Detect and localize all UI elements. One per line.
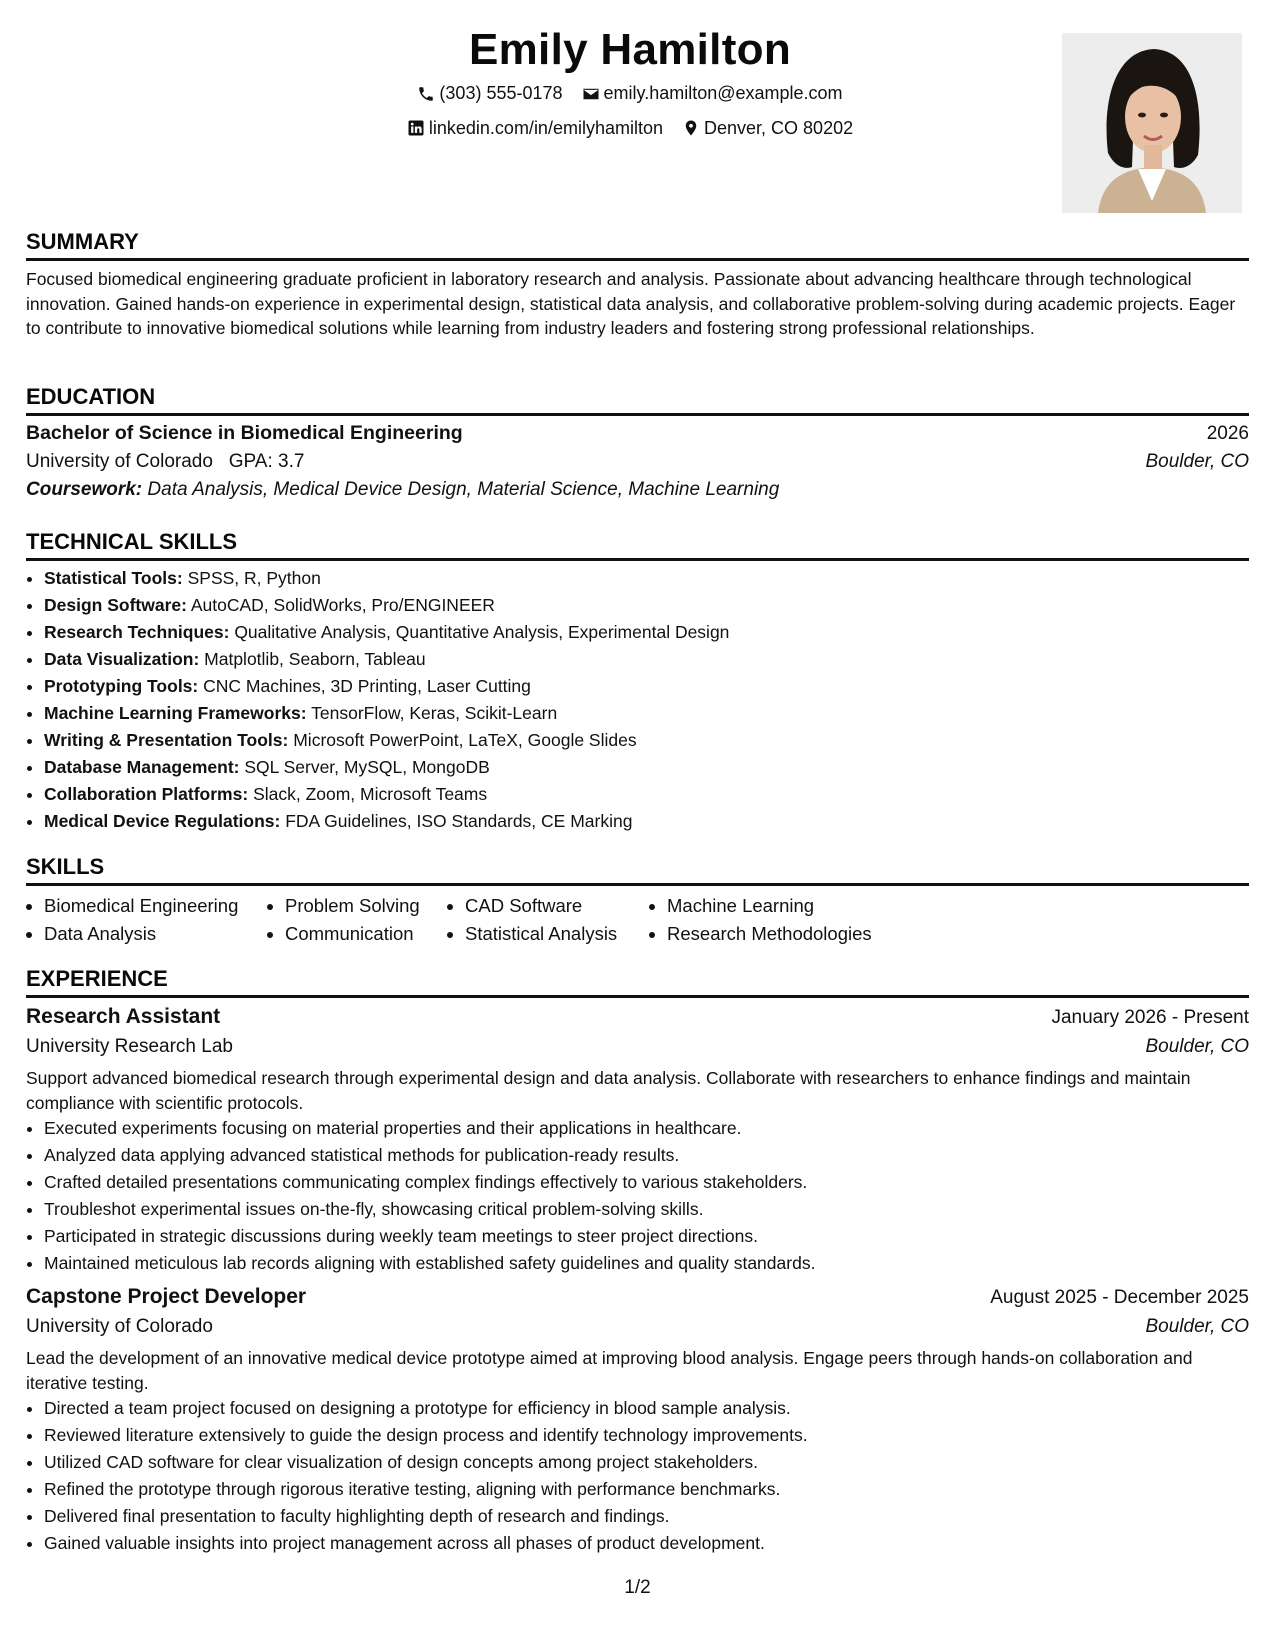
list-item xyxy=(44,808,1249,835)
skill-values: TensorFlow, Keras, Scikit-Learn xyxy=(311,703,558,723)
list-item: • CAD Software xyxy=(465,892,649,920)
list-item: • Utilized CAD software for clear visualization of design concepts among project stakeholders. xyxy=(44,1449,1249,1476)
list-item: • Problem Solving xyxy=(285,892,447,920)
list-item: • Reviewed literature extensively to guide the design process and identify technology improvements. xyxy=(44,1422,1249,1449)
list-item: • Participated in strategic discussions during weekly team meetings to steer project directions. xyxy=(44,1223,1249,1250)
job-org-row xyxy=(26,1316,1249,1338)
skills-column xyxy=(447,892,649,948)
job-dates: August 2025 - December 2025 xyxy=(990,1287,1249,1308)
list-item xyxy=(44,565,1249,592)
school-location: Boulder, CO xyxy=(1145,451,1249,472)
skill-values: Qualitative Analysis, Quantitative Analysis, Experimental Design xyxy=(234,622,730,642)
linkedin-contact[interactable] xyxy=(407,113,663,144)
section-divider xyxy=(26,558,1249,561)
job-dates: January 2026 - Present xyxy=(1051,1007,1249,1028)
job-entry xyxy=(26,1005,1249,1277)
summary-text: Focused biomedical engineering graduate proficient in laboratory research and analysis. Passionate about advancing healthcare through technological innovation. Gained hands-on experience in experimental design, statistical data analysis, and collaborative problem-solving during academic projects. Eager to contribute to innovative biomedical solutions while learning from industry leaders and fostering strong professional relationships. xyxy=(26,269,1236,338)
list-item: • Gained valuable insights into project management across all phases of product development. xyxy=(44,1530,1249,1557)
job-organization: University of Colorado xyxy=(26,1316,213,1337)
section-title-summary: SUMMARY xyxy=(26,229,139,254)
skill-values: SQL Server, MySQL, MongoDB xyxy=(244,757,490,777)
list-item xyxy=(44,619,1249,646)
skill-category: Database Management: xyxy=(44,757,240,777)
skill-category: Research Techniques: xyxy=(44,622,230,642)
skills-column xyxy=(267,892,447,948)
skills-section xyxy=(26,853,1249,948)
skill-values: Slack, Zoom, Microsoft Teams xyxy=(253,784,488,804)
gpa: GPA: 3.7 xyxy=(228,451,305,472)
list-item xyxy=(44,727,1249,754)
list-item: • Maintained meticulous lab records aligning with established safety guidelines and quality standards. xyxy=(44,1250,1249,1277)
section-divider xyxy=(26,258,1249,261)
portrait-image xyxy=(1062,33,1242,213)
section-title-skills: SKILLS xyxy=(26,854,105,879)
job-title: Research Assistant xyxy=(26,1005,221,1028)
skills-grid xyxy=(26,892,1249,948)
school-row xyxy=(26,451,1249,473)
linkedin-icon xyxy=(407,119,425,137)
job-bullets xyxy=(26,1395,1249,1557)
location-contact xyxy=(682,113,853,144)
list-item: • Data Analysis xyxy=(44,920,267,948)
graduation-year: 2026 xyxy=(1206,423,1249,444)
skills-column xyxy=(649,892,927,948)
school-name: University of Colorado xyxy=(26,451,213,472)
list-item xyxy=(44,646,1249,673)
job-description: Lead the development of an innovative medical device prototype aimed at improving blood analysis. Engage peers through hands-on collaboration and iterative testing. xyxy=(26,1348,1193,1393)
linkedin-url[interactable]: linkedin.com/in/emilyhamilton xyxy=(428,117,663,138)
list-item: • Delivered final presentation to faculty highlighting depth of research and findings. xyxy=(44,1503,1249,1530)
education-section xyxy=(26,383,1249,501)
job-bullets xyxy=(26,1115,1249,1277)
section-title-education: EDUCATION xyxy=(26,384,156,409)
job-org-row xyxy=(26,1036,1249,1058)
list-item: • Executed experiments focusing on material properties and their applications in healthcare. xyxy=(44,1115,1249,1142)
skill-category: Statistical Tools: xyxy=(44,568,183,588)
job-description: Support advanced biomedical research through experimental design and data analysis. Collaborate with researchers to enhance findings and maintain compliance with scientific protocols. xyxy=(26,1068,1191,1113)
location-text: Denver, CO 80202 xyxy=(704,117,854,138)
experience-section xyxy=(26,965,1249,1557)
coursework-label: Coursework: xyxy=(26,479,143,500)
summary-section xyxy=(26,228,1249,341)
phone-contact xyxy=(417,78,562,109)
degree-row xyxy=(26,422,1249,445)
job-header-row xyxy=(26,1285,1249,1309)
job-location: Boulder, CO xyxy=(1145,1316,1249,1337)
degree-title: Bachelor of Science in Biomedical Engineering xyxy=(26,422,463,444)
list-item: • Crafted detailed presentations communicating complex findings effectively to various stakeholders. xyxy=(44,1169,1249,1196)
list-item xyxy=(44,592,1249,619)
email-address[interactable]: emily.hamilton@example.com xyxy=(603,83,843,103)
phone-icon xyxy=(417,85,435,103)
skill-category: Writing & Presentation Tools: xyxy=(44,730,289,750)
list-item: • Communication xyxy=(285,920,447,948)
skill-category: Machine Learning Frameworks: xyxy=(44,703,307,723)
envelope-icon xyxy=(582,85,600,103)
email-contact[interactable] xyxy=(582,78,843,109)
job-location: Boulder, CO xyxy=(1145,1036,1249,1057)
section-divider xyxy=(26,883,1249,886)
skill-values: CNC Machines, 3D Printing, Laser Cutting xyxy=(203,676,531,696)
skill-category: Prototyping Tools: xyxy=(44,676,199,696)
section-title-technical-skills: TECHNICAL SKILLS xyxy=(26,529,238,554)
skill-values: SPSS, R, Python xyxy=(187,568,321,588)
phone-number: (303) 555-0178 xyxy=(439,83,563,103)
skill-values: FDA Guidelines, ISO Standards, CE Marking xyxy=(285,811,633,831)
list-item xyxy=(44,700,1249,727)
technical-skills-section xyxy=(26,528,1249,835)
school-info xyxy=(26,451,304,473)
list-item xyxy=(44,754,1249,781)
list-item: • Research Methodologies xyxy=(667,920,927,948)
skill-category: Data Visualization: xyxy=(44,649,200,669)
list-item: • Analyzed data applying advanced statistical methods for publication-ready results. xyxy=(44,1142,1249,1169)
list-item xyxy=(44,781,1249,808)
map-pin-icon xyxy=(682,119,700,137)
section-divider xyxy=(26,413,1249,416)
job-title: Capstone Project Developer xyxy=(26,1285,307,1308)
skill-category: Medical Device Regulations: xyxy=(44,811,281,831)
job-entry xyxy=(26,1285,1249,1557)
skill-category: Collaboration Platforms: xyxy=(44,784,249,804)
list-item: • Directed a team project focused on designing a prototype for efficiency in blood sample analysis. xyxy=(44,1395,1249,1422)
skill-category: Design Software: xyxy=(44,595,187,615)
list-item xyxy=(44,673,1249,700)
list-item: • Troubleshot experimental issues on-the-fly, showcasing critical problem-solving skills. xyxy=(44,1196,1249,1223)
list-item: • Statistical Analysis xyxy=(465,920,649,948)
page-number: 1/2 xyxy=(624,1577,651,1598)
section-title-experience: EXPERIENCE xyxy=(26,966,168,991)
coursework-line xyxy=(26,479,1249,501)
technical-skills-list xyxy=(26,565,1249,835)
skill-values: AutoCAD, SolidWorks, Pro/ENGINEER xyxy=(190,595,495,615)
profile-photo xyxy=(1062,33,1242,213)
list-item: • Refined the prototype through rigorous iterative testing, aligning with performance benchmarks. xyxy=(44,1476,1249,1503)
section-divider xyxy=(26,995,1249,998)
list-item: • Machine Learning xyxy=(667,892,927,920)
skill-values: Microsoft PowerPoint, LaTeX, Google Slides xyxy=(293,730,637,750)
candidate-name: Emily Hamilton xyxy=(468,25,792,74)
skill-values: Matplotlib, Seaborn, Tableau xyxy=(204,649,426,669)
job-organization: University Research Lab xyxy=(26,1036,233,1057)
coursework-list: Data Analysis, Medical Device Design, Material Science, Machine Learning xyxy=(147,479,780,500)
job-header-row xyxy=(26,1005,1249,1029)
list-item: • Biomedical Engineering xyxy=(44,892,267,920)
skills-column xyxy=(26,892,267,948)
